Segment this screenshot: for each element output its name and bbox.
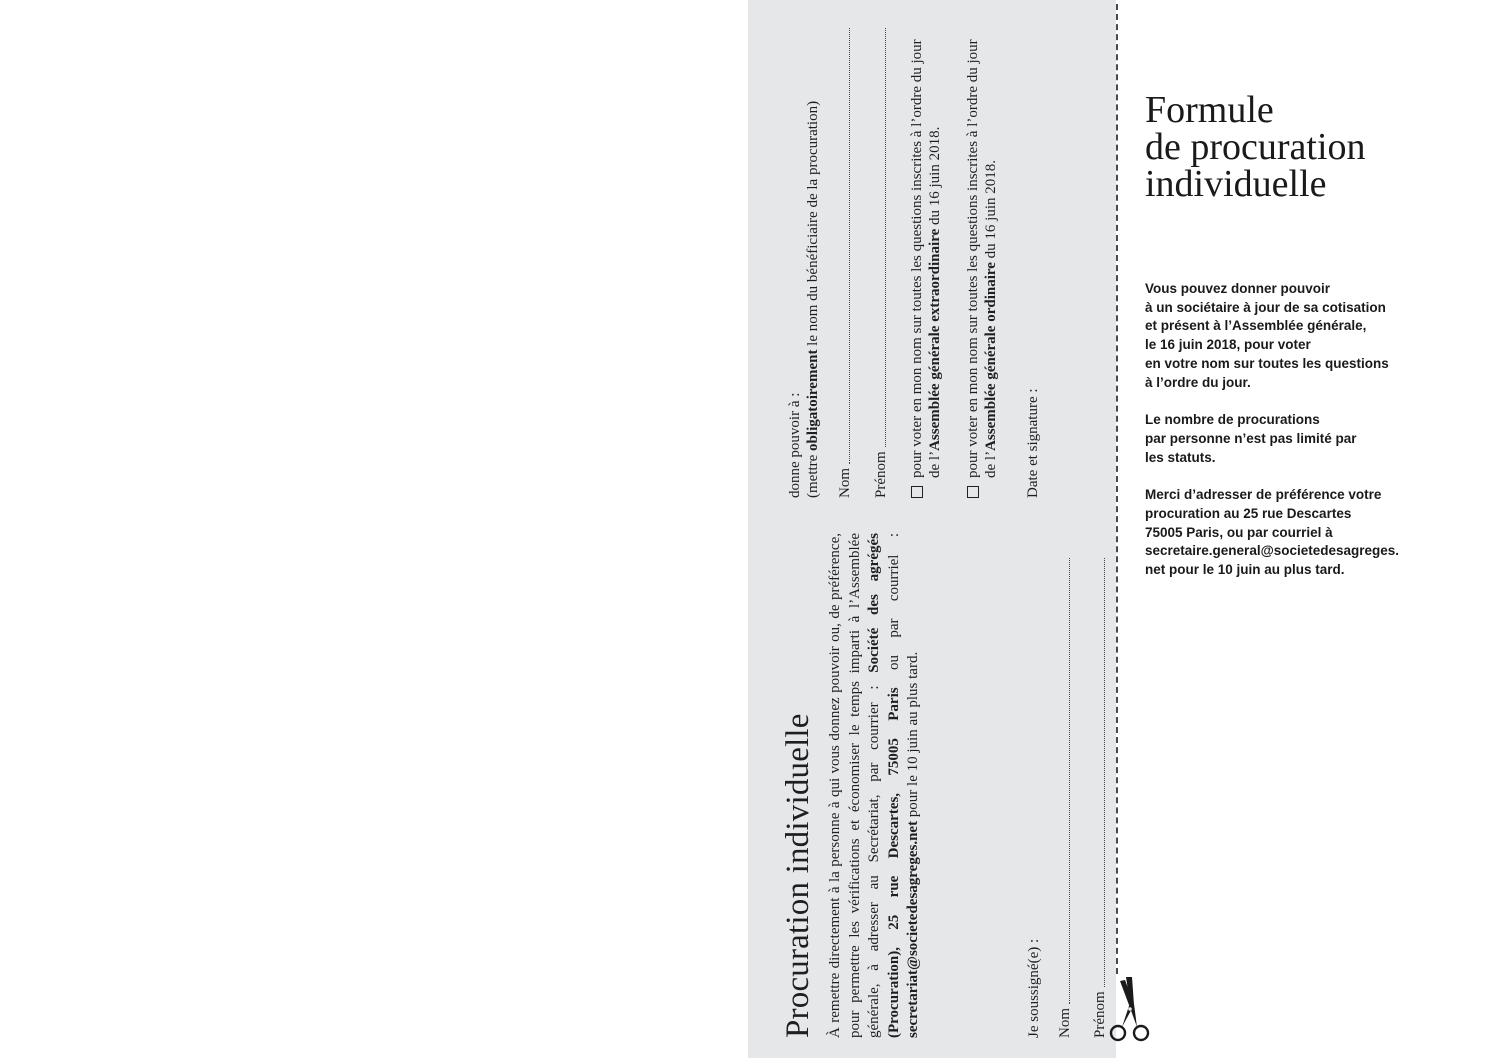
undersigned-section xyxy=(1026,558,1116,1038)
form-right-column xyxy=(786,28,1042,498)
info-line: les statuts. xyxy=(1145,449,1216,465)
info-line: le 16 juin 2018, pour voter xyxy=(1145,337,1311,353)
beneficiary-prenom-field[interactable] xyxy=(873,28,886,447)
option-extraordinary-text xyxy=(908,28,944,478)
option-extraordinary-prefix: pour voter en mon nom sur toutes les questions inscrites à l’ordre du jour de l’ xyxy=(909,39,943,478)
undersigned-nom-label: Nom xyxy=(1057,1008,1073,1038)
info-line: en votre nom sur toutes les questions xyxy=(1145,355,1389,371)
beneficiary-prenom-row xyxy=(872,28,890,498)
info-line: net pour le 10 juin au plus tard. xyxy=(1145,562,1345,578)
info-line: 75005 Paris, ou par courriel à xyxy=(1145,524,1333,540)
instructions-text-3: pour le 10 juin au plus tard. xyxy=(905,651,921,821)
info-paragraph-nombre xyxy=(1145,411,1445,467)
option-extraordinary-suffix: du 16 juin 2018. xyxy=(927,126,943,229)
proxy-form-rotated xyxy=(748,0,1116,1058)
undersigned-prenom-label: Prénom xyxy=(1092,991,1108,1038)
checkbox-icon[interactable] xyxy=(911,486,923,498)
title-line: de procuration xyxy=(1145,126,1366,168)
undersigned-label: Je soussigné(e) : xyxy=(1026,938,1042,1038)
beneficiary-nom-label: Nom xyxy=(837,468,853,498)
cut-line xyxy=(1116,4,1118,974)
option-ordinary-prefix: pour voter en mon nom sur toutes les questions inscrites à l’ordre du jour de l’ xyxy=(965,39,999,478)
info-text xyxy=(1145,280,1445,599)
title-line: individuelle xyxy=(1145,163,1327,205)
option-ordinary-bold: Assemblée générale ordinaire xyxy=(983,262,999,451)
info-paragraph-adresse xyxy=(1145,486,1445,580)
beneficiary-note xyxy=(804,28,822,498)
option-ordinary-suffix: du 16 juin 2018. xyxy=(983,159,999,263)
info-paragraph-pouvoir xyxy=(1145,280,1445,392)
undersigned-nom-row xyxy=(1057,558,1074,1038)
option-ordinary xyxy=(964,28,1000,498)
beneficiary-prenom-label: Prénom xyxy=(873,451,889,498)
info-line: par personne n’est pas limité par xyxy=(1145,430,1357,446)
form-left-column xyxy=(778,533,924,1038)
info-line: à un sociétaire à jour de sa cotisation xyxy=(1145,299,1386,315)
instructions-email: secretariat@societedesagreges.net xyxy=(905,820,921,1038)
undersigned-prenom-row xyxy=(1092,558,1109,1038)
option-extraordinary-bold: Assemblée générale extraordinaire xyxy=(927,228,943,451)
info-line: Le nombre de procurations xyxy=(1145,412,1320,428)
instructions-text-2: ou par courriel : xyxy=(885,533,902,688)
undersigned-nom-field[interactable] xyxy=(1057,558,1070,1004)
info-line: et présent à l’Assemblée générale, xyxy=(1145,318,1367,334)
main-title xyxy=(1145,89,1366,205)
instructions-text-1: À remettre directement à la personne à qui vous donnez pouvoir ou, de préférence, pour permettre les vérifications et économiser le temps imparti à l’Assemblée générale, à adresser au Secrétariat, par courrier : xyxy=(827,533,882,1038)
title-line: Formule xyxy=(1145,89,1274,131)
info-line: secretaire.general@societedesagreges. xyxy=(1145,543,1400,559)
form-title: Procuration individuelle xyxy=(780,713,816,1038)
info-line: Merci d’adresser de préférence votre xyxy=(1145,487,1382,503)
checkbox-icon[interactable] xyxy=(967,486,979,498)
info-line: à l’ordre du jour. xyxy=(1145,374,1251,390)
beneficiary-note-prefix: (mettre xyxy=(805,450,821,498)
scissors-icon xyxy=(1104,975,1156,1047)
option-ordinary-text xyxy=(964,28,1000,478)
beneficiary-note-suffix: le nom du bénéficiaire de la procuration) xyxy=(805,100,821,350)
form-instructions xyxy=(826,533,924,1038)
info-line: Vous pouvez donner pouvoir xyxy=(1145,281,1331,296)
instructions-address: Société des agrégés (Procuration), 25 rue Descartes, 75005 Paris xyxy=(866,533,902,1038)
proxy-form-panel xyxy=(748,0,1116,1058)
option-extraordinary xyxy=(908,28,944,498)
beneficiary-nom-field[interactable] xyxy=(837,28,850,464)
date-signature-label: Date et signature : xyxy=(1025,388,1041,498)
beneficiary-nom-row xyxy=(836,28,854,498)
beneficiary-note-bold: obligatoirement xyxy=(805,349,821,451)
beneficiary-fields xyxy=(836,28,890,498)
info-line: procuration au 25 rue Descartes xyxy=(1145,506,1352,522)
undersigned-prenom-field[interactable] xyxy=(1092,558,1105,987)
donne-pouvoir-label: donne pouvoir à : xyxy=(787,392,803,498)
